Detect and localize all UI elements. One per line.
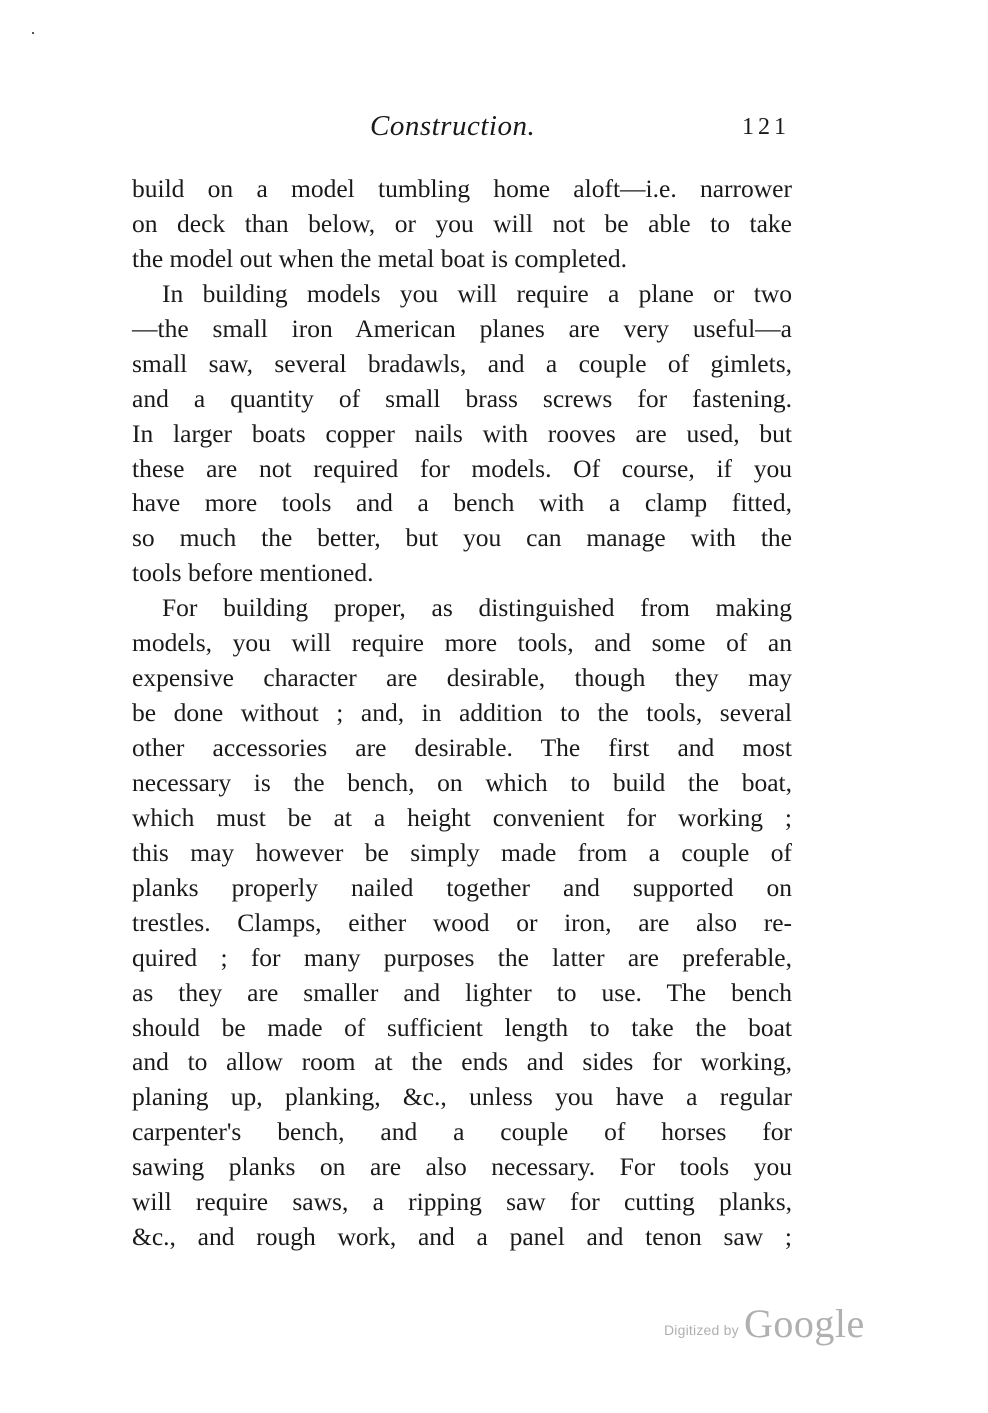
digitized-watermark [664,1300,874,1350]
text-line: will require saws, a ripping saw for cutting planks, [132,1187,792,1217]
google-logo: Google [744,1301,865,1346]
text-line: trestles. Clamps, either wood or iron, are also re- [132,907,792,937]
text-line: In building models you will require a plane or two [162,278,792,308]
text-line: and a quantity of small brass screws for fastening. [132,383,792,413]
text-line: on deck than below, or you will not be able to take [132,208,792,238]
text-line: For building proper, as distinguished from making [162,593,792,623]
text-line: which must be at a height convenient for working ; [132,802,792,832]
text-line: the model out when the metal boat is completed. [132,243,627,273]
text-line: In larger boats copper nails with rooves are used, but [132,418,792,448]
text-line: build on a model tumbling home aloft—i.e. narrower [132,174,792,203]
text-line: planing up, planking, &c., unless you have a regular [132,1082,792,1112]
text-line: quired ; for many purposes the latter are preferable, [132,942,792,972]
text-line: tools before mentioned. [132,558,374,588]
text-line: small saw, several bradawls, and a couple of gimlets, [132,348,792,378]
text-line: models, you will require more tools, and some of an [132,628,792,658]
text-line: planks properly nailed together and supported on [132,872,792,902]
text-line: be done without ; and, in addition to the tools, several [132,698,792,728]
watermark-prefix: Digitized by [664,1322,739,1338]
text-line: necessary is the bench, on which to build the boat, [132,767,792,797]
text-line: this may however be simply made from a couple of [132,837,792,867]
text-line: so much the better, but you can manage with the [132,523,792,553]
running-title: Construction. [370,110,536,142]
text-line: &c., and rough work, and a panel and tenon saw ; [132,1222,792,1252]
scan-speck [32,32,34,34]
text-line: should be made of sufficient length to take the boat [132,1012,792,1042]
body-text [132,172,792,1255]
text-line: these are not required for models. Of course, if you [132,453,792,483]
text-line: as they are smaller and lighter to use. The bench [132,977,792,1007]
text-line: —the small iron American planes are very useful—a [132,313,792,343]
text-line: and to allow room at the ends and sides for working, [132,1047,792,1077]
text-line: expensive character are desirable, though they may [132,663,792,693]
text-line: have more tools and a bench with a clamp fitted, [132,488,792,518]
text-line: carpenter's bench, and a couple of horses for [132,1117,792,1147]
running-head [132,110,792,150]
text-line: sawing planks on are also necessary. For tools you [132,1152,792,1182]
text-line: other accessories are desirable. The first and most [132,733,792,762]
page-number: 121 [742,114,790,140]
